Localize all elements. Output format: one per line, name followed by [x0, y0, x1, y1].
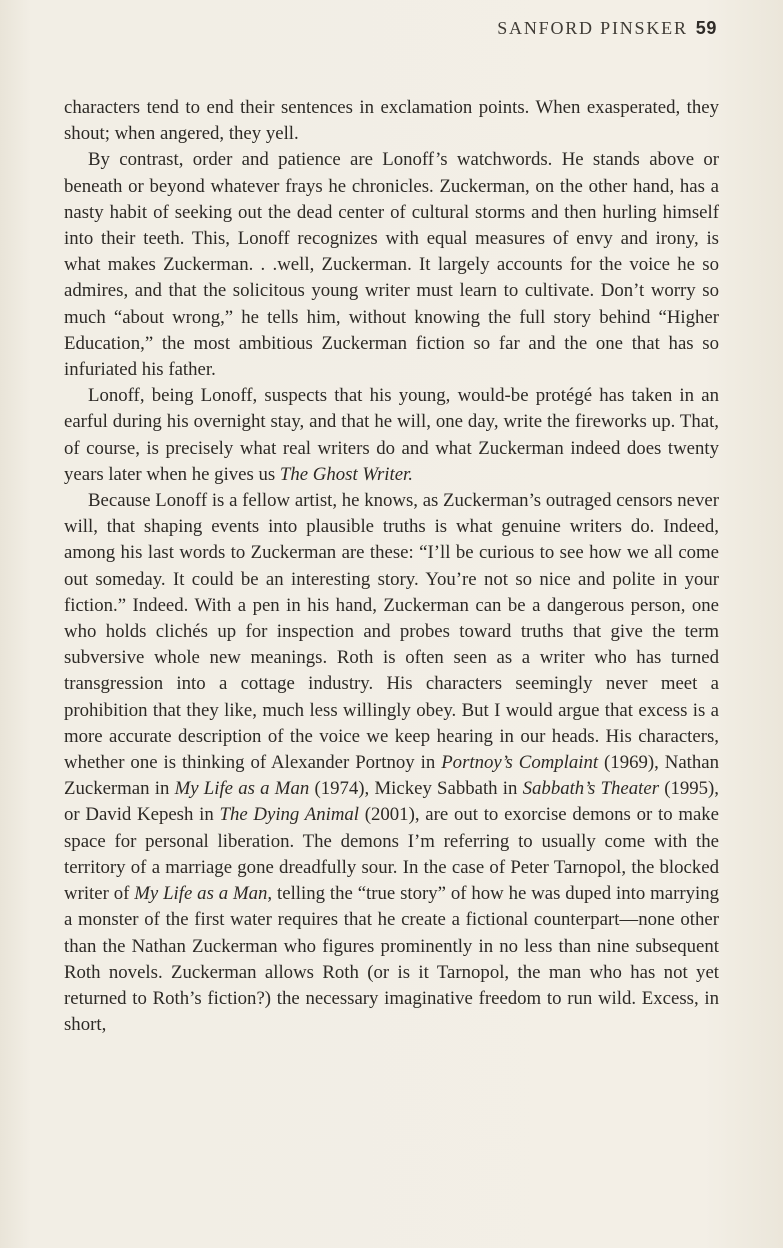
- book-title-dying-animal: The Dying Animal: [219, 804, 359, 826]
- paragraph-4-text-e: (2001), are out to exorcise demons or to make space for personal liberation. The demons I’m referring to usually come with the territory of a marriage gone dreadfully sour. In the case of Peter Tarnopol, the blocked writer of: [64, 804, 720, 905]
- page-number: 59: [695, 18, 717, 38]
- running-head: [497, 18, 717, 39]
- paragraph-4-text-a: Because Lonoff is a fellow artist, he knows, as Zuckerman’s outraged censors never will, that shaping events into plausible truths is what genuine writers do. Indeed, among his last words to Zuckerman are these: “I’ll be curious to see how we all come out someday. It could be an interesting story. You’re not so nice and polite in your fiction.” Indeed. With a pen in his hand, Zuckerman can be a dangerous person, one who holds clichés up for inspection and probes toward truths that give the term subversive whole new meanings. Roth is often seen as a writer who has turned transgression into a cottage industry. His characters seemingly never meet a prohibition that they like, much less willingly obey. But I would argue that excess is a more accurate description of the voice we keep hearing in our heads. His characters, whether one is thinking of Alexander Portnoy in: [64, 490, 719, 774]
- book-title-sabbaths-theater: Sabbath’s Theater: [522, 778, 659, 800]
- book-title-ghost-writer: The Ghost Writer.: [279, 463, 413, 485]
- paragraph-4-text-b: (1969), Nathan Zuckerman in: [64, 752, 719, 800]
- book-title-my-life-as-a-man-2: My Life as a Man,: [134, 883, 273, 905]
- book-title-my-life-as-a-man: My Life as a Man: [174, 778, 310, 800]
- paragraph-3-text: Lonoff, being Lonoff, suspects that his young, would-be protégé has taken in an earful during his overnight stay, and that he will, one day, write the fireworks up. That, of course, is precisely what real writers do and what Zuckerman indeed does twenty years later when he gives us: [64, 385, 719, 485]
- paragraph-4: [64, 488, 719, 1038]
- paragraph-3: [64, 383, 719, 488]
- paragraph-4-text-d: (1995), or David Kepesh in: [64, 778, 719, 826]
- paragraph-1: characters tend to end their sentences in exclamation points. When exasperated, they shout; when angered, they yell.: [64, 97, 719, 145]
- body-text: [64, 95, 719, 1038]
- book-title-portnoys-complaint: Portnoy’s Complaint: [441, 752, 599, 774]
- running-head-author: SANFORD PINSKER: [497, 18, 688, 38]
- paragraph-4-text-f: telling the “true story” of how he was duped into marrying a monster of the first water requires that he create a fictional counterpart—none other than the Nathan Zuckerman who figures prominently in no less than nine subsequent Roth novels. Zuckerman allows Roth (or is it Tarnopol, the man who has not yet returned to Roth’s fiction?) the necessary imaginative freedom to run wild. Excess, in short,: [64, 883, 719, 1036]
- paragraph-2: By contrast, order and patience are Lonoff’s watchwords. He stands above or beneath or beyond whatever frays he chronicles. Zuckerman, on the other hand, has a nasty habit of seeking out the dead center of cultural storms and then hurling himself into their teeth. This, Lonoff recognizes with equal measures of envy and irony, is what makes Zuckerman. . .well, Zuckerman. It largely accounts for the voice he so admires, and that the solicitous young writer must learn to cultivate. Don’t worry so much “about wrong,” he tells him, without knowing the full story behind “Higher Education,” the most ambitious Zuckerman fiction so far and the one that has so infuriated his father.: [64, 149, 719, 381]
- paragraph-4-text-c: (1974), Mickey Sabbath in: [309, 778, 523, 800]
